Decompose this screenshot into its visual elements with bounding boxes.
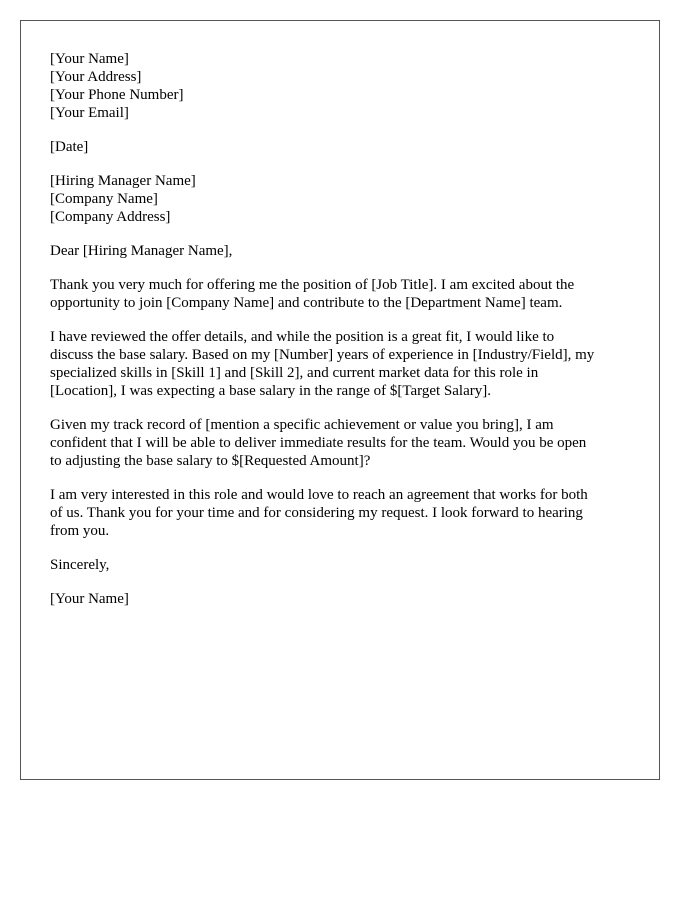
body-paragraph-2: I have reviewed the offer details, and while the position is a great fit, I would like to discuss the base salary. Based on my [Number] years of experience in [Industry/Field], my specialized skills in [Skill 1] and [Skill 2], and current market data for this role in [Location], I was expecting a base salary in the range of $[Target Salary].: [50, 329, 595, 399]
sender-address: [Your Address]: [50, 69, 142, 85]
recipient-address: [Company Address]: [50, 209, 171, 225]
signature: [Your Name]: [50, 591, 129, 607]
sender-block: [50, 50, 640, 122]
sender-name: [Your Name]: [50, 51, 129, 67]
recipient-manager: [Hiring Manager Name]: [50, 173, 196, 189]
sender-email: [Your Email]: [50, 105, 129, 121]
recipient-block: [50, 172, 640, 226]
date-block: [50, 138, 640, 156]
body-paragraph-4: I am very interested in this role and would love to reach an agreement that works for both of us. Thank you for your time and for considering my request. I look forward to hearing from you.: [50, 487, 588, 539]
closing: Sincerely,: [50, 557, 110, 573]
sender-phone: [Your Phone Number]: [50, 87, 184, 103]
recipient-company: [Company Name]: [50, 191, 158, 207]
letter-content: [50, 50, 640, 624]
body-paragraph-3: Given my track record of [mention a specific achievement or value you bring], I am confident that I will be able to deliver immediate results for the team. Would you be open to adjusting the base salary to $[Requested Amount]?: [50, 417, 587, 469]
letter-page: [20, 20, 660, 780]
body-paragraph-1: Thank you very much for offering me the position of [Job Title]. I am excited about the opportunity to join [Company Name] and contribute to the [Department Name] team.: [50, 277, 575, 311]
letter-date: [Date]: [50, 139, 89, 155]
salutation: Dear [Hiring Manager Name],: [50, 243, 233, 259]
